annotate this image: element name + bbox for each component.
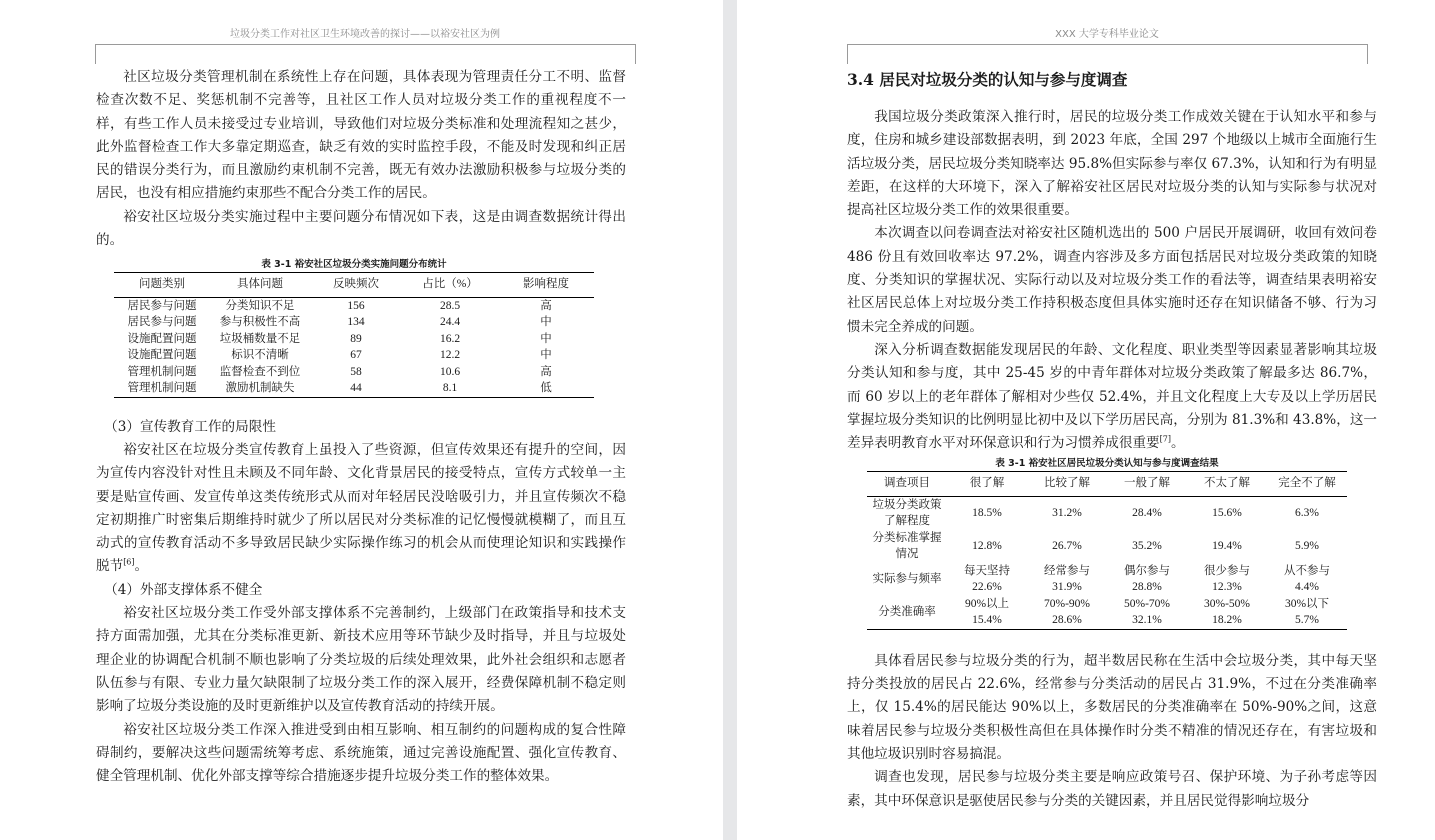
- column-header: 完全不了解: [1267, 472, 1347, 496]
- row-label-line: 情况: [895, 548, 919, 561]
- table-cell: [1107, 563, 1187, 596]
- cell-line: 18.2%: [1212, 614, 1242, 627]
- column-header: 具体问题: [210, 273, 310, 297]
- table-row: [867, 496, 1347, 530]
- table-cell: [947, 596, 1027, 630]
- paragraph: 调查也发现，居民参与垃圾分类主要是响应政策号召、保护环境、为子孙考虑等因素，其中环保意识是驱使居民参与分类的关键因素，并且居民觉得影响垃圾分: [847, 769, 1377, 809]
- cell-line: 每天坚持: [964, 564, 1010, 577]
- cell-line: 90%以上: [964, 597, 1010, 610]
- table-cell: 垃圾桶数量不足: [219, 332, 301, 345]
- table-cell: [1267, 563, 1347, 596]
- table-cell: 28.5: [439, 299, 461, 312]
- table-header-row: [114, 273, 594, 297]
- table-cell: 设施配置问题: [127, 332, 197, 345]
- table-cell: 44: [310, 380, 402, 397]
- cell-line: 6.3%: [1295, 507, 1319, 519]
- table-cell: 24.4: [439, 316, 461, 329]
- paragraph: [96, 439, 626, 579]
- citation-ref[interactable]: [6]: [123, 557, 135, 567]
- table-cell: 156: [347, 299, 365, 312]
- cell-line: 从不参与: [1284, 564, 1330, 577]
- paragraph-text: 深入分析调查数据能发现居民的年龄、文化程度、职业类型等因素显著影响其垃圾分类认知和参与度，其中 25-45 岁的中青年群体对垃圾分类政策了解最多达 86.7%，而 60 岁以上的老年群体了解相对少些仅 52.4%，并且文化程度上大专及以上学历居民掌握垃圾分类知识的比例明显比初中及以下学历居民高，分别为 81.3%和 43.8%，这一差异表明教育水平对环保意识和行为习惯养成很重要: [847, 341, 1378, 452]
- row-label-line: 垃圾分类政策: [872, 498, 942, 511]
- running-header-left: 垃圾分类工作对社区卫生环境改善的探讨——以裕安社区为例: [230, 29, 500, 40]
- table-cell: [1027, 496, 1107, 530]
- table-row: [114, 297, 594, 314]
- column-header: 问题类别: [114, 273, 210, 297]
- cell-line: 12.3%: [1212, 581, 1242, 594]
- cell-line: 22.6%: [972, 581, 1002, 594]
- row-label-cell: [867, 563, 947, 596]
- margin-corner-mark: [635, 44, 636, 64]
- table-cell: 10.6: [439, 365, 461, 378]
- left-body-text: [96, 66, 626, 788]
- table-cell: 分类知识不足: [225, 299, 295, 312]
- column-header: 调查项目: [867, 472, 947, 496]
- table-row: [867, 596, 1347, 630]
- row-label-line: 分类标准掌握: [872, 531, 942, 544]
- table-cell: 居民参与问题: [127, 299, 197, 312]
- row-label-line: 了解程度: [884, 515, 930, 528]
- right-body-text: [847, 106, 1377, 813]
- paragraph: 我国垃圾分类政策深入推行时，居民的垃圾分类工作成效关键在于认知水平和参与度，住房和城乡建设部数据表明，到 2023 年底，全国 297 个地级以上城市全面施行生活垃圾分类，居民垃圾分类知晓率达 95.8%但实际参与率仅 67.3%，认知和行为有明显差距，在这样的大环境下，深入了解裕安社区居民对垃圾分类的认知与实际参与状况对提高社区垃圾分类工作的效果很重要。: [847, 109, 1378, 219]
- table-row: [114, 331, 594, 348]
- cell-line: 5.9%: [1295, 540, 1319, 552]
- citation-ref[interactable]: [7]: [1159, 434, 1171, 444]
- column-header: 一般了解: [1107, 472, 1187, 496]
- cell-line: 12.8%: [972, 540, 1002, 552]
- cell-line: 18.5%: [972, 507, 1002, 519]
- table-cell: 58: [350, 365, 362, 378]
- cell-line: 28.4%: [1132, 507, 1162, 519]
- column-header: 不太了解: [1187, 472, 1267, 496]
- table-cell: 参与积极性不高: [219, 316, 301, 329]
- cell-line: 70%-90%: [1044, 597, 1090, 610]
- column-header: 影响程度: [498, 273, 594, 297]
- table-cell: 居民参与问题: [127, 316, 197, 329]
- cell-line: 35.2%: [1132, 540, 1162, 552]
- table-cell: 设施配置问题: [127, 349, 197, 362]
- table-cell: [1107, 530, 1187, 563]
- table-cell: [1267, 496, 1347, 530]
- column-header: 比较了解: [1027, 472, 1107, 496]
- column-header: 占比（%）: [402, 273, 498, 297]
- cell-line: 31.2%: [1052, 507, 1082, 519]
- cell-line: 5.7%: [1295, 614, 1319, 627]
- table-cell: 89: [350, 332, 362, 345]
- table-cell: [1267, 596, 1347, 630]
- table-cell: 标识不清晰: [231, 349, 289, 362]
- table-cell: [1187, 563, 1267, 596]
- table-cell: 8.1: [402, 380, 498, 397]
- paragraph: 社区垃圾分类管理机制在系统性上存在问题，具体表现为管理责任分工不明、监督检查次数不足、奖惩机制不完善等，且社区工作人员对垃圾分类工作的重视程度不一样，有些工作人员未接受过专业培训，导致他们对垃圾分类标准和处理流程知之甚少，此外监督检查工作大多靠定期巡查，缺乏有效的实时监控手段，不能及时发现和纠正居民的错误分类行为，而且激励约束机制不完善，既无有效办法激励积极参与垃圾分类的居民，也没有相应措施约束那些不配合分类工作的居民。: [96, 69, 626, 202]
- paragraph: 具体看居民参与垃圾分类的行为，超半数居民称在生活中会垃圾分类，其中每天坚持分类投放的居民占 22.6%，经常参与分类活动的居民占 31.9%，不过在分类准确率上，仅 15.4%的居民能达 90%以上，多数居民的分类准确率在 50%-90%之间，这意味着居民参与垃圾分类积极性高但在具体操作时分类不精准的情况还存在，有害垃圾和其他垃圾识别时容易搞混。: [847, 652, 1377, 762]
- cell-line: 32.1%: [1132, 614, 1162, 627]
- table-cell: 134: [347, 316, 365, 329]
- table-cell: [1187, 530, 1267, 563]
- section-title: 3.4 居民对垃圾分类的认知与参与度调查: [847, 70, 1128, 89]
- margin-corner-mark: [1367, 44, 1368, 64]
- document-page-right: [737, 0, 1435, 840]
- table-row: [114, 380, 594, 397]
- table-cell: [1187, 496, 1267, 530]
- row-label-cell: [867, 496, 947, 530]
- table-cell: [1027, 530, 1107, 563]
- table-cell: 67: [350, 349, 362, 362]
- table-cell: [1107, 496, 1187, 530]
- table-cell: [947, 530, 1027, 563]
- table-cell: 高: [540, 365, 552, 378]
- survey-table-block: [867, 457, 1347, 629]
- table-caption: 表 3-1 裕安社区居民垃圾分类认知与参与度调查结果: [995, 458, 1219, 470]
- cell-line: 15.4%: [972, 614, 1002, 627]
- paragraph: 裕安社区垃圾分类工作深入推进受到由相互影响、相互制约的问题构成的复合性障碍制约，要解决这些问题需统筹考虑、系统施策，通过完善设施配置、强化宣传教育、健全管理机制、优化外部支撑等综合措施逐步提升垃圾分类工作的整体效果。: [96, 721, 626, 785]
- table-cell: 中: [540, 349, 552, 362]
- column-header: 很了解: [947, 472, 1027, 496]
- table-cell: [1027, 563, 1107, 596]
- cell-line: 26.7%: [1052, 540, 1082, 552]
- cell-line: 很少参与: [1204, 564, 1250, 577]
- table-cell: [1027, 596, 1107, 630]
- table-cell: 高: [540, 299, 552, 312]
- table-cell: [1107, 596, 1187, 630]
- column-header: 反映频次: [310, 273, 402, 297]
- paragraph: 本次调查以问卷调查法对裕安社区随机选出的 500 户居民开展调研，收回有效问卷 486 份且有效回收率达 97.2%，调查内容涉及多方面包括居民对垃圾分类政策的知晓度、分类知识的掌握状况、实际行动以及对垃圾分类工作的看法等，调查结果表明裕安社区居民总体上对垃圾分类工作持积极态度但具体实施时还存在知识储备不够、行为习惯未完全养成的问题。: [847, 225, 1377, 335]
- cell-line: 19.4%: [1212, 540, 1242, 552]
- subheading-external-support: （4）外部支撑体系不健全: [104, 581, 263, 598]
- table-cell: [947, 563, 1027, 596]
- table-cell: 管理机制问题: [127, 365, 197, 378]
- table-cell: 16.2: [439, 332, 461, 345]
- issue-table-block: [114, 258, 594, 397]
- row-label-line: 分类准确率: [878, 606, 936, 618]
- table-cell: 中: [540, 316, 552, 329]
- table-row: [114, 364, 594, 381]
- paragraph-text: 裕安社区在垃圾分类宣传教育上虽投入了些资源，但宣传效果还有提升的空间，因为宣传内容没针对性且未顾及不同年龄、文化背景居民的接受特点，宣传方式较单一主要是贴宣传画、发宣传单这类传统形式从而对年轻居民没啥吸引力，并且宣传频次不稳定初期推广时密集后期维持时就少了所以居民对分类标准的记忆慢慢就模糊了，而且互动式的宣传教育活动不多导致居民缺少实际操作练习的机会从而使理论知识和实践操作脱节: [96, 441, 626, 575]
- cell-line: 30%以下: [1284, 597, 1330, 610]
- survey-results-table: [867, 471, 1347, 629]
- table-row: [114, 347, 594, 364]
- cell-line: 偶尔参与: [1124, 564, 1170, 577]
- paragraph: [847, 339, 1377, 455]
- cell-line: 50%-70%: [1124, 597, 1170, 610]
- table-cell: 管理机制问题: [114, 380, 210, 397]
- table-cell: [947, 496, 1027, 530]
- cell-line: 28.6%: [1052, 614, 1082, 627]
- issue-distribution-table: [114, 272, 594, 397]
- header-rule: [95, 44, 635, 45]
- row-label-cell: [867, 530, 947, 563]
- paragraph-end: 。: [134, 558, 149, 575]
- table-row: [867, 530, 1347, 563]
- table-header-row: [867, 472, 1347, 496]
- paragraph: 裕安社区垃圾分类工作受外部支撑体系不完善制约，上级部门在政策指导和技术支持方面需加强，尤其在分类标准更新、新技术应用等环节缺少及时指导，并且与垃圾处理企业的协调配合机制不顺也影响了分类垃圾的后续处理效果，此外社会组织和志愿者队伍参与有限、专业力量欠缺限制了垃圾分类工作的深入展开，经费保障机制不稳定则影响了垃圾分类设施的及时更新维护以及宣传教育活动的持续开展。: [96, 605, 626, 715]
- margin-corner-mark: [95, 44, 96, 64]
- paragraph-end: 。: [1171, 435, 1185, 452]
- table-cell: [1187, 596, 1267, 630]
- table-cell: 激励机制缺失: [210, 380, 310, 397]
- subheading-publicity: （3）宣传教育工作的局限性: [104, 418, 276, 435]
- table-cell: 低: [498, 380, 594, 397]
- cell-line: 4.4%: [1295, 581, 1319, 594]
- header-rule: [847, 44, 1367, 45]
- table-row: [867, 563, 1347, 596]
- cell-line: 15.6%: [1212, 507, 1242, 519]
- table-cell: 中: [540, 332, 552, 345]
- cell-line: 28.8%: [1132, 581, 1162, 594]
- running-header-right: XXX 大学专科毕业论文: [1055, 29, 1159, 40]
- cell-line: 31.9%: [1052, 581, 1082, 594]
- table-cell: 12.2: [439, 349, 461, 362]
- paragraph: 裕安社区垃圾分类实施过程中主要问题分布情况如下表，这是由调查数据统计得出的。: [96, 208, 626, 249]
- row-label-cell: [867, 596, 947, 630]
- table-cell: 监督检查不到位: [219, 365, 301, 378]
- row-label-line: 实际参与频率: [872, 573, 942, 585]
- table-row: [114, 314, 594, 331]
- margin-corner-mark: [847, 44, 848, 64]
- cell-line: 30%-50%: [1204, 597, 1250, 610]
- table-cell: [1267, 530, 1347, 563]
- cell-line: 经常参与: [1044, 564, 1090, 577]
- table-caption: 表 3-1 裕安社区垃圾分类实施问题分布统计: [261, 259, 447, 271]
